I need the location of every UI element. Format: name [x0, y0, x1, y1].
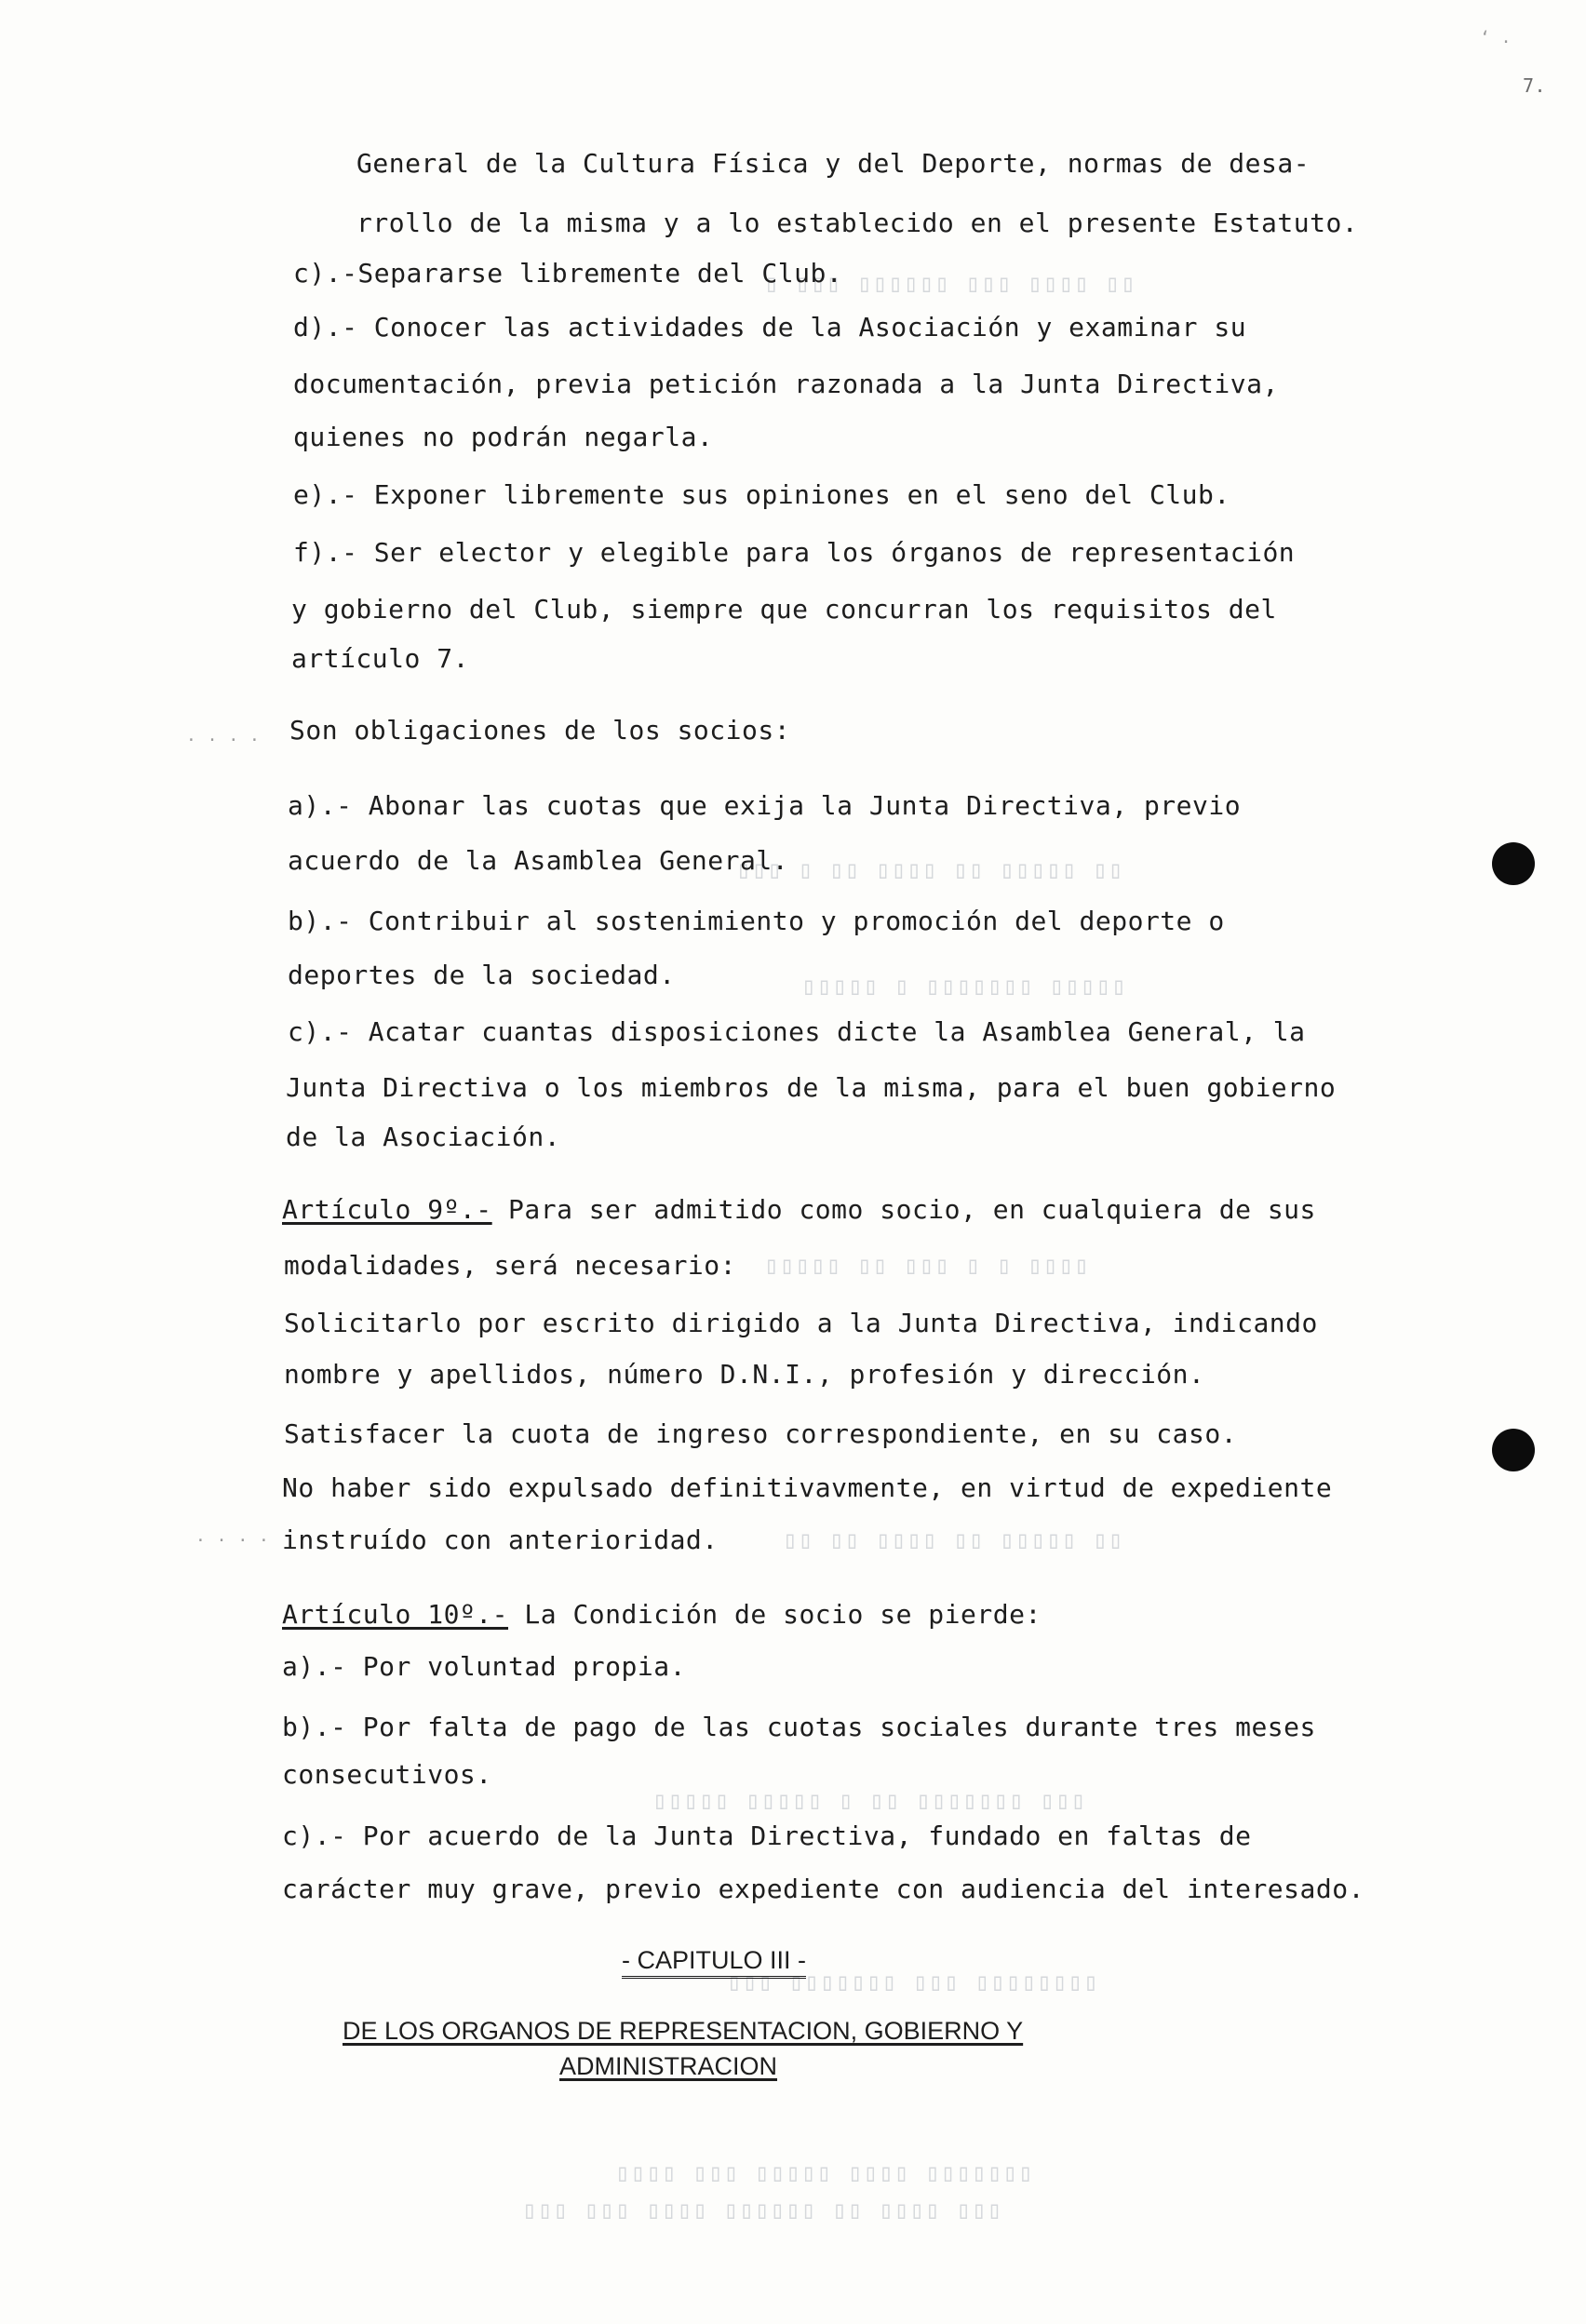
show-through: ▯▯ ▯▯▯▯▯ ▯▯ ▯▯▯▯ ▯▯ ▯ ▯▯▯	[735, 856, 1123, 884]
body-line: documentación, previa petición razonada a la Junta Directiva,	[293, 369, 1279, 399]
body-line: c).- Por acuerdo de la Junta Directiva, fundado en faltas de	[282, 1820, 1252, 1851]
show-through: ▯▯▯▯▯ ▯▯▯▯▯▯▯ ▯ ▯▯▯▯▯	[800, 973, 1126, 1001]
show-through: ▯▯▯▯ ▯ ▯ ▯▯▯ ▯▯ ▯▯▯▯▯	[763, 1252, 1089, 1280]
body-line: b).- Contribuir al sostenimiento y promoción del deporte o	[288, 906, 1225, 936]
show-through: ▯▯▯▯▯▯▯▯ ▯▯▯ ▯▯▯▯▯▯▯ ▯▯▯	[726, 1968, 1098, 1996]
article-10-first-line	[282, 1598, 1042, 1632]
body-line: carácter muy grave, previo expediente con audiencia del interesado.	[282, 1874, 1364, 1904]
body-line: Junta Directiva o los miembros de la misma, para el buen gobierno	[286, 1072, 1337, 1103]
body-line: c).-Separarse libremente del Club.	[293, 258, 843, 289]
body-line: General de la Cultura Física y del Deporte, normas de desa-	[356, 148, 1310, 179]
body-line: d).- Conocer las actividades de la Asociación y examinar su	[293, 312, 1247, 343]
chapter-subtitle-line-2: ADMINISTRACION	[559, 2052, 778, 2080]
body-text: Para ser admitido como socio, en cualquiera de sus	[508, 1194, 1316, 1225]
body-line: No haber sido expulsado definitivavmente, en virtud de expediente	[282, 1472, 1333, 1503]
body-line: rrollo de la misma y a lo establecido en el presente Estatuto.	[356, 208, 1359, 238]
show-through: ▯▯▯ ▯▯▯▯ ▯▯ ▯▯▯▯▯▯ ▯▯▯▯ ▯▯▯ ▯▯▯	[521, 2196, 1002, 2224]
show-through: ▯▯ ▯▯▯▯ ▯▯▯ ▯▯▯▯▯▯ ▯▯▯ ▯	[763, 270, 1136, 298]
margin-specks: . . . .	[186, 726, 261, 746]
chapter-title-text: - CAPITULO III -	[622, 1946, 806, 1979]
article-9-first-line	[282, 1193, 1316, 1227]
body-line: de la Asociación.	[286, 1122, 561, 1152]
chapter-subtitle	[343, 2014, 1023, 2048]
margin-specks: . . . .	[195, 1526, 270, 1546]
body-line: modalidades, será necesario:	[284, 1250, 737, 1281]
body-line: Solicitarlo por escrito dirigido a la Junta Directiva, indicando	[284, 1308, 1318, 1338]
body-line: consecutivos.	[282, 1759, 492, 1790]
margin-specks: ‘ .	[1480, 28, 1512, 47]
body-line: artículo 7.	[291, 643, 469, 674]
body-line: Son obligaciones de los socios:	[289, 715, 791, 746]
body-line: deportes de la sociedad.	[288, 960, 676, 990]
body-text: La Condición de socio se pierde:	[524, 1599, 1042, 1630]
show-through: ▯▯▯▯▯▯▯ ▯▯▯▯ ▯▯▯▯▯ ▯▯▯ ▯▯▯▯	[614, 2159, 1033, 2187]
chapter-title	[622, 1943, 806, 1977]
page-number: 7.	[1523, 74, 1547, 97]
article-10-heading: Artículo 10º.-	[282, 1599, 509, 1630]
body-line: a).- Abonar las cuotas que exija la Junta Directiva, previo	[288, 790, 1242, 821]
punch-hole	[1492, 842, 1535, 885]
body-line: Satisfacer la cuota de ingreso correspondiente, en su caso.	[284, 1418, 1238, 1449]
body-line: b).- Por falta de pago de las cuotas sociales durante tres meses	[282, 1712, 1316, 1742]
article-9-heading: Artículo 9º.-	[282, 1194, 492, 1225]
body-line: c).- Acatar cuantas disposiciones dicte la Asamblea General, la	[288, 1016, 1306, 1047]
show-through: ▯▯ ▯▯▯▯▯ ▯▯ ▯▯▯▯ ▯▯ ▯▯	[782, 1526, 1123, 1554]
body-line: instruído con anterioridad.	[282, 1525, 719, 1555]
body-line: y gobierno del Club, siempre que concurran los requisitos del	[291, 594, 1277, 625]
body-line: e).- Exponer libremente sus opiniones en el seno del Club.	[293, 479, 1230, 510]
body-line: quienes no podrán negarla.	[293, 422, 714, 452]
body-line: nombre y apellidos, número D.N.I., profesión y dirección.	[284, 1359, 1205, 1390]
show-through: ▯▯▯ ▯▯▯▯▯▯▯ ▯▯ ▯ ▯▯▯▯▯ ▯▯▯▯▯	[652, 1787, 1086, 1815]
body-line: acuerdo de la Asamblea General.	[288, 845, 789, 876]
body-line: a).- Por voluntad propia.	[282, 1651, 686, 1682]
punch-hole	[1492, 1429, 1535, 1471]
chapter-subtitle	[559, 2049, 777, 2083]
body-line: f).- Ser elector y elegible para los órganos de representación	[293, 537, 1296, 568]
chapter-subtitle-line-1: DE LOS ORGANOS DE REPRESENTACION, GOBIERNO Y	[343, 2017, 1024, 2045]
